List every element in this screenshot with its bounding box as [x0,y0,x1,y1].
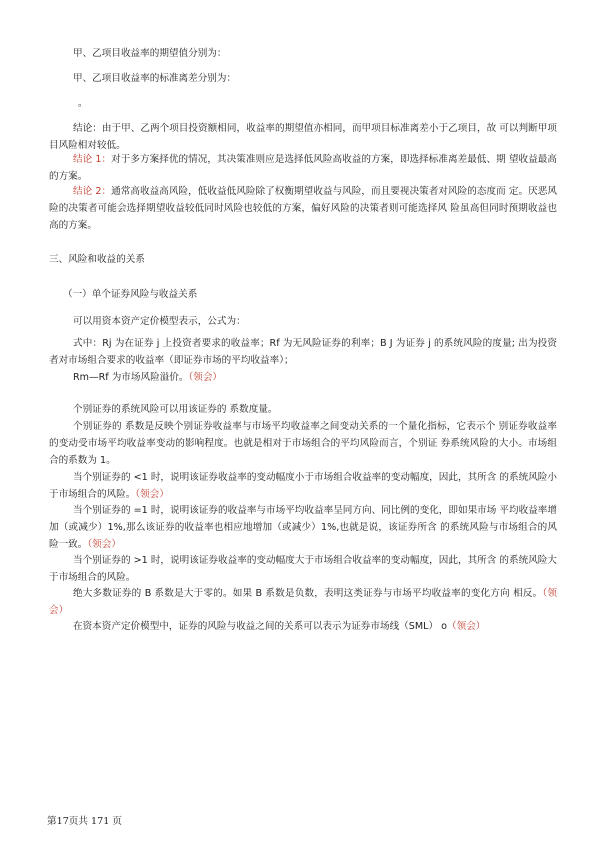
market-risk-premium-line [73,369,222,386]
understand-tag: （领会） [135,489,169,500]
understand-tag: （领会） [87,539,121,550]
beta-less-text: 当个别证券的 <1 时，说明该证券收益率的变动幅度小于市场组合收益率的变动幅度，因此，其所含 的系统风险小于市场组合的风险。 [49,472,557,500]
capm-intro-line: 可以用资本资产定价模型表示，公式为： [73,316,246,327]
understand-tag: （领会） [188,372,223,383]
conclusion-1-text: 对于多方案择优的情况，其决策准则应是选择低风险高收益的方案，即选择标准离差最低、期 望收益最高的方案。 [49,154,557,182]
expected-value-line: 甲、乙项目收益率的期望值分别为： [73,48,227,59]
rm-rf-text: Rm—Rf 为市场风险溢价。 [73,372,189,383]
std-dev-line: 甲、乙项目收益率的标准离差分别为： [73,73,237,84]
section-heading-3: 三、风险和收益的关系 [49,254,145,265]
formula-description: 式中：Rj 为在证券 j 上投资者要求的收益率；Rf 为无风险证券的利率；B J 为证券 j 的系统风险的度量; 出为投资者对市场组合要求的收益率（即证券市场的平均收益率）； [49,338,557,366]
conclusion-2-text: 通常高收益高风险，低收益低风险除了权衡期望收益与风险，而且要视决策者对风险的态度而 定。厌恶风险的决策者可能会选择期望收益较低同时风险也较低的方案，偏好风险的决策者则可能选择风 险虽高但同时预期收益也高的方案。 [49,186,557,231]
page-footer: 第17页共 171 页 [47,816,122,827]
understand-tag: （领会） [49,588,557,616]
beta-measure-line: 个别证券的系统风险可以用该证券的 系数度量。 [73,404,278,415]
beta-less-than-one-paragraph [49,469,557,503]
conclusion-2-label: 结论 2： [73,186,112,197]
beta-greater-than-one-paragraph: 当个别证券的 >1 时，说明该证券收益率的变动幅度大于市场组合收益率的变动幅度，因此，其所含 的系统风险大于市场组合的风险。 [49,555,557,583]
conclusion-1-label: 结论 1： [73,154,112,165]
sml-line [73,618,485,635]
sml-text: 在资本资产定价模型中，证券的风险与收益之间的关系可以表示为证券市场线（SML） o [73,621,448,632]
beta-majority-text: 绝大多数证券的 B 系数是大于零的。如果 B 系数是负数，表明这类证券与市场平均收益率的变化方向 相反。 [73,588,543,599]
understand-tag: （领会） [447,621,486,632]
beta-equal-text: 当个别证券的 =1 时，说明该证券的收益率与市场平均收益率呈同方向、同比例的变化，即如果市场 平均收益率增加（或减少）1%,那么该证券的收益率也相应地增加（或减少）1%,也就是说，该证券所含 的系统风险与市场组合的风险一致。 [49,505,557,550]
conclusion-paragraph: 结论：由于甲、乙两个项目投资额相同，收益率的期望值亦相同，而甲项目标准离差小于乙项目，故 可以判断甲项目风险相对较低。 [49,123,557,151]
conclusion-1-paragraph [49,151,557,185]
subsection-heading-1: （一）单个证券风险与收益关系 [63,289,198,300]
beta-equal-one-paragraph [49,502,557,553]
conclusion-2-paragraph [49,183,557,234]
beta-definition-paragraph: 个别证券的 系数是反映个别证券收益率与市场平均收益率之间变动关系的一个量化指标，它表示个 别证券收益率的变动受市场平均收益率变动的影响程度。也就是相对于市场组合的平均风险而言，个别证 券系统风险的大小。市场组合的系数为 1。 [49,421,557,466]
beta-majority-paragraph [49,585,557,619]
formula-placeholder-dot: 。 [78,98,88,109]
